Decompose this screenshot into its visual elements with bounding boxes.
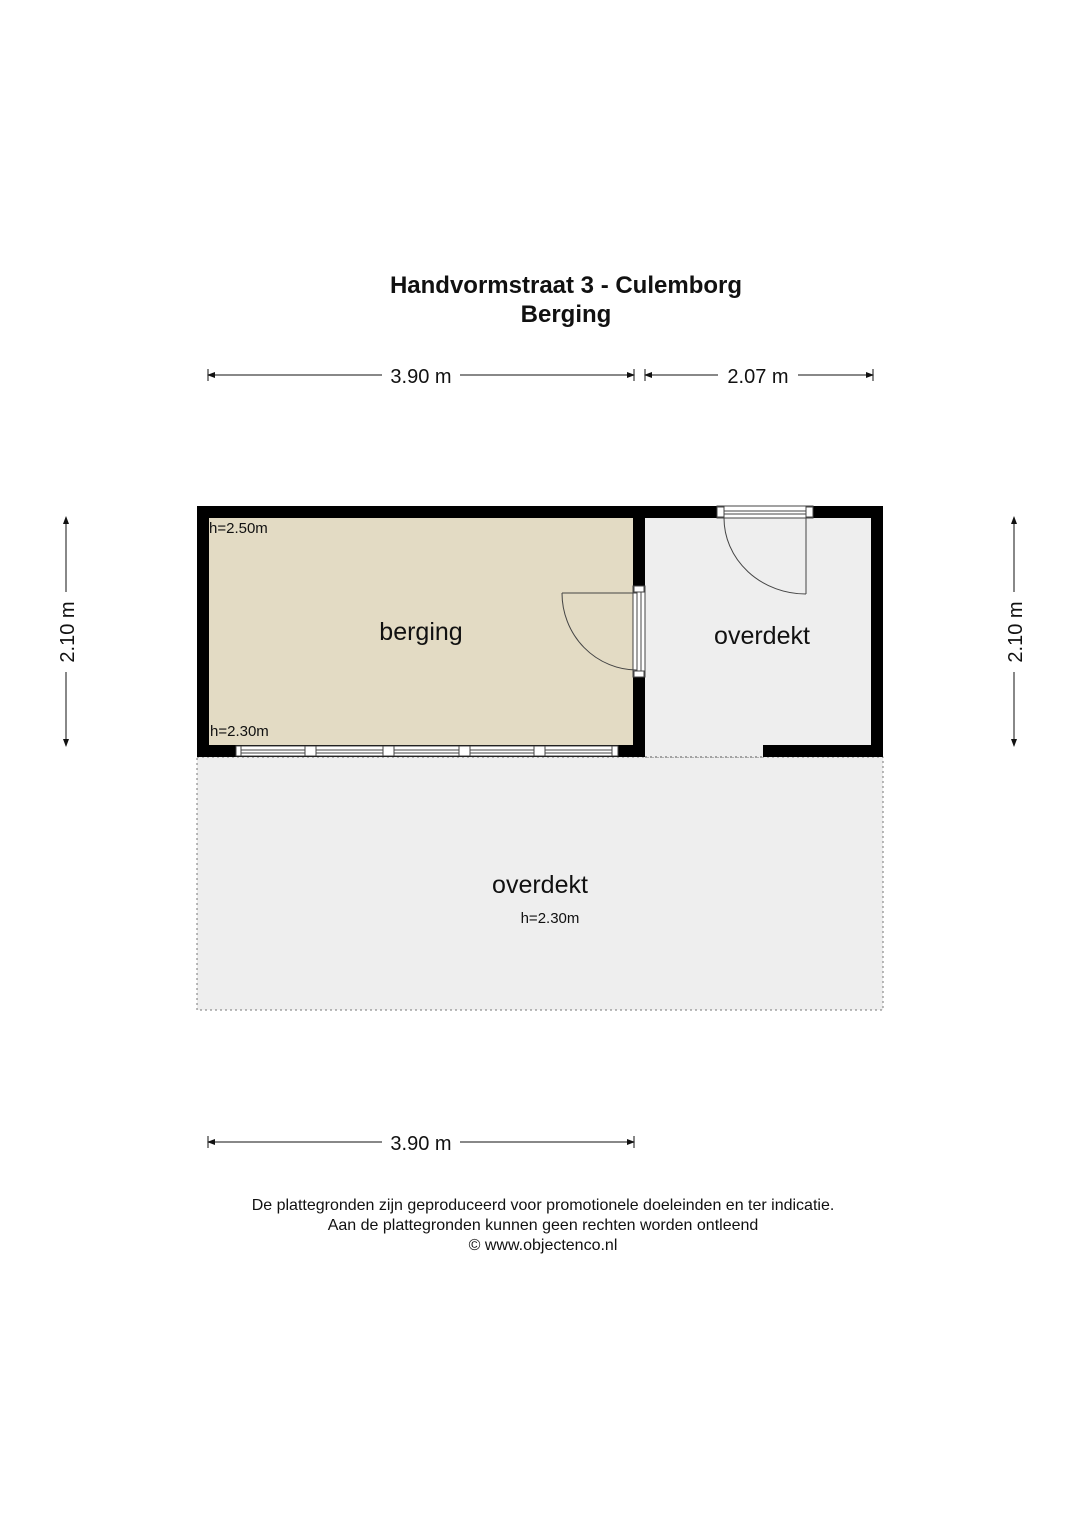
dimension-label: 2.10 m (57, 601, 79, 663)
room-label-berging: berging (379, 618, 463, 646)
plan-title: Handvormstraat 3 - Culemborg (389, 272, 743, 299)
footer-disclaimer-2: Aan de plattegronden kunnen geen rechten worden ontleend (327, 1217, 759, 1234)
dimension-bottom (208, 1133, 634, 1155)
dimension-label: 2.10 m (1005, 601, 1027, 663)
window-bottom (236, 746, 618, 756)
plan-subtitle: Berging (520, 301, 612, 328)
ceiling-height-bottom: h=2.30m (210, 723, 269, 740)
dimension-label: 3.90 m (390, 366, 452, 388)
footer-disclaimer-1: De plattegronden zijn geproduceerd voor promotionele doeleinden en ter indicatie. (251, 1197, 835, 1214)
footer-copyright: © www.objectenco.nl (468, 1237, 618, 1254)
dimension-label: 2.07 m (727, 366, 789, 388)
dimension-top-right (645, 366, 873, 388)
room-label-overdekt-front: overdekt (492, 871, 588, 899)
dimension-left (57, 517, 79, 746)
ceiling-height-top: h=2.50m (209, 520, 268, 537)
dimension-right (1005, 517, 1027, 746)
ceiling-height-front: h=2.30m (520, 910, 580, 927)
room-label-overdekt-side: overdekt (714, 622, 810, 650)
dimension-label: 3.90 m (390, 1133, 452, 1155)
dimension-top-left (208, 366, 634, 388)
